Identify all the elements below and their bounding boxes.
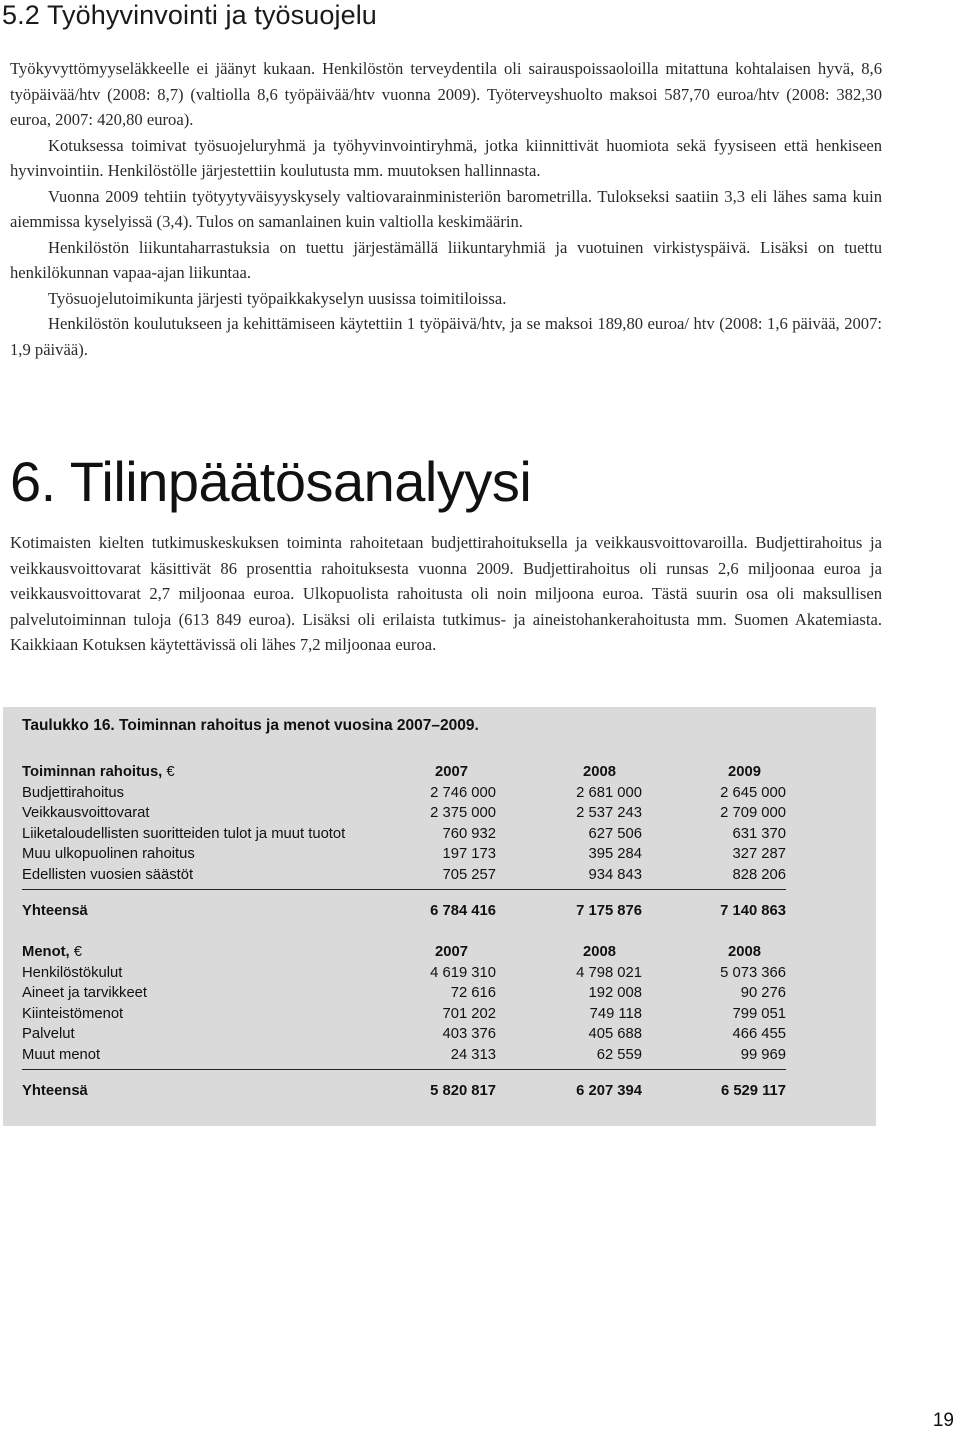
table-cell: 62 559 [596, 1046, 642, 1063]
table-cell: 466 455 [732, 1026, 786, 1043]
row-label: Henkilöstökulut [22, 964, 123, 981]
funding-header-row [22, 762, 786, 783]
table-row [22, 1004, 786, 1025]
table-cell: 72 616 [450, 985, 496, 1002]
section-body [10, 56, 882, 362]
table-cell: 4 798 021 [576, 964, 642, 981]
table-cell: 631 370 [732, 825, 786, 842]
chapter-body [10, 530, 882, 658]
table-cell: 2 537 243 [576, 805, 642, 822]
year-header: 2009 [728, 764, 761, 780]
table-cell: 705 257 [442, 866, 496, 883]
table-cell: 2 709 000 [720, 805, 786, 822]
year-header: 2008 [728, 944, 761, 960]
table-cell: 192 008 [588, 985, 642, 1002]
table-row [22, 1024, 786, 1045]
year-header: 2007 [435, 764, 468, 780]
paragraph: Työsuojelutoimikunta järjesti työpaikkakyselyn uusissa toimitiloissa. [48, 288, 507, 308]
table-cell: 701 202 [442, 1005, 496, 1022]
row-label: Edellisten vuosien säästöt [22, 866, 194, 883]
expenses-total-table [22, 1081, 786, 1102]
table-row [22, 783, 786, 804]
year-header: 2007 [435, 944, 468, 960]
table-cell: 828 206 [732, 866, 786, 883]
table-cell: 2 645 000 [720, 784, 786, 801]
total-label: Yhteensä [22, 903, 88, 919]
table-caption: Taulukko 16. Toiminnan rahoitus ja menot vuosina 2007–2009. [22, 717, 479, 734]
table-cell: 4 619 310 [430, 964, 496, 981]
paragraph: Henkilöstön koulutukseen ja kehittämiseen käytettiin 1 työpäivä/htv, ja se maksoi 189,80 euroa/ htv (2008: 1,6 päivää, 2007: 1,9 päivää). [10, 314, 882, 359]
table-cell: 327 287 [732, 846, 786, 863]
total-cell: 7 140 863 [720, 903, 786, 919]
expenses-header-row [22, 942, 786, 963]
row-label: Muu ulkopuolinen rahoitus [22, 846, 195, 863]
paragraph: Työkyvyttömyyseläkkeelle ei jäänyt kukaan. Henkilöstön terveydentila oli sairauspoissaoloilla mitattuna kohtalaisen hyvä, 8,6 työpäivää/htv (2008: 8,7) (valtiolla 8,6 työpäivää/htv vuonna 2009). Työterveyshuolto maksoi 587,70 euroa/htv (2008: 382,30 euroa, 2007: 420,80 euroa). [10, 59, 882, 129]
total-cell: 7 175 876 [576, 903, 642, 919]
chapter-heading: 6. Tilinpäätösanalyysi [10, 450, 532, 513]
row-label: Aineet ja tarvikkeet [22, 985, 148, 1002]
funding-header-label: Toiminnan rahoitus, € [22, 764, 175, 780]
total-cell: 6 207 394 [576, 1083, 642, 1099]
table-row [22, 963, 786, 984]
table-cell: 99 969 [740, 1046, 786, 1063]
total-cell: 6 784 416 [430, 903, 496, 919]
table-cell: 760 932 [442, 825, 496, 842]
table-row [22, 983, 786, 1004]
table-row [22, 824, 786, 845]
currency-unit: € [166, 764, 175, 780]
row-label: Kiinteistömenot [22, 1005, 124, 1022]
row-label: Muut menot [22, 1046, 101, 1063]
year-header: 2008 [583, 944, 616, 960]
total-cell: 6 529 117 [720, 1083, 786, 1099]
year-header: 2008 [583, 764, 616, 780]
table-cell: 90 276 [740, 985, 786, 1002]
total-cell: 5 820 817 [430, 1083, 496, 1099]
total-divider [22, 1069, 786, 1070]
table-cell: 405 688 [588, 1026, 642, 1043]
table-cell: 197 173 [442, 846, 496, 863]
funding-total-table [22, 901, 786, 922]
table-cell: 2 681 000 [576, 784, 642, 801]
table-cell: 5 073 366 [720, 964, 786, 981]
row-label: Veikkausvoittovarat [22, 805, 150, 822]
row-label: Budjettirahoitus [22, 784, 124, 801]
table-cell: 749 118 [589, 1005, 642, 1022]
expenses-table [22, 942, 786, 1066]
table-cell: 24 313 [450, 1046, 496, 1063]
paragraph: Henkilöstön liikuntaharrastuksia on tuettu järjestämällä liikuntaryhmiä ja vuotuinen virkistyspäivä. Lisäksi on tuettu henkilökunnan vapaa-ajan liikuntaa. [10, 237, 882, 282]
total-row [22, 1081, 786, 1102]
row-label: Liiketaloudellisten suoritteiden tulot ja muut tuotot [22, 825, 346, 842]
total-divider [22, 889, 786, 890]
section-heading: 5.2 Työhyvinvointi ja työsuojelu [2, 0, 377, 30]
table-cell: 799 051 [732, 1005, 786, 1022]
expenses-header-label: Menot, € [22, 944, 83, 960]
paragraph: Kotuksessa toimivat työsuojeluryhmä ja työhyvinvointiryhmä, jotka kiinnittivät huomiota sekä fyysiseen että henkiseen hyvinvointiin. Henkilöstölle järjestettiin koulutusta mm. muutoksen hallinnasta. [10, 135, 882, 180]
row-label: Palvelut [22, 1026, 75, 1043]
page-number: 19 [932, 1410, 954, 1431]
currency-unit: € [73, 944, 83, 960]
total-label: Yhteensä [22, 1083, 88, 1099]
table-cell: 403 376 [442, 1026, 496, 1043]
table-cell: 395 284 [588, 846, 642, 863]
table-cell: 2 375 000 [430, 805, 496, 822]
total-row [22, 901, 786, 922]
table-row [22, 865, 786, 886]
funding-table [22, 762, 786, 886]
table-cell: 627 506 [588, 825, 642, 842]
table-row [22, 803, 786, 824]
table-cell: 934 843 [588, 866, 642, 883]
table-cell: 2 746 000 [430, 784, 496, 801]
paragraph: Vuonna 2009 tehtiin työtyytyväisyyskysely valtiovarainministeriön barometrilla. Tulokseksi saatiin 3,3 eli lähes sama kuin aiemmissa kyselyissä (3,4). Tulos on samanlainen kuin valtiolla keskimäärin. [10, 186, 882, 231]
paragraph: Kotimaisten kielten tutkimuskeskuksen toiminta rahoitetaan budjettirahoituksella ja veikkausvoittovaroilla. Budjettirahoitus ja veikkausvoittovarat käsittivät 86 prosenttia rahoituksesta vuonna 2009. Budjettirahoitus oli runsas 2,6 miljoonaa euroa ja veikkausvoittovarat 2,7 miljoonaa euroa. Ulkopuolista rahoitusta oli noin miljoona euroa. Tästä suurin osa oli maksullisen palvelutoiminnan tuloja (613 849 euroa). Lisäksi oli erilaista tutkimus- ja aineistohankerahoitusta mm. Suomen Akatemiasta. Kaikkiaan Kotuksen käytettävissä oli lähes 7,2 miljoonaa euroa. [10, 533, 882, 654]
table-row [22, 844, 786, 865]
table-row [22, 1045, 786, 1066]
